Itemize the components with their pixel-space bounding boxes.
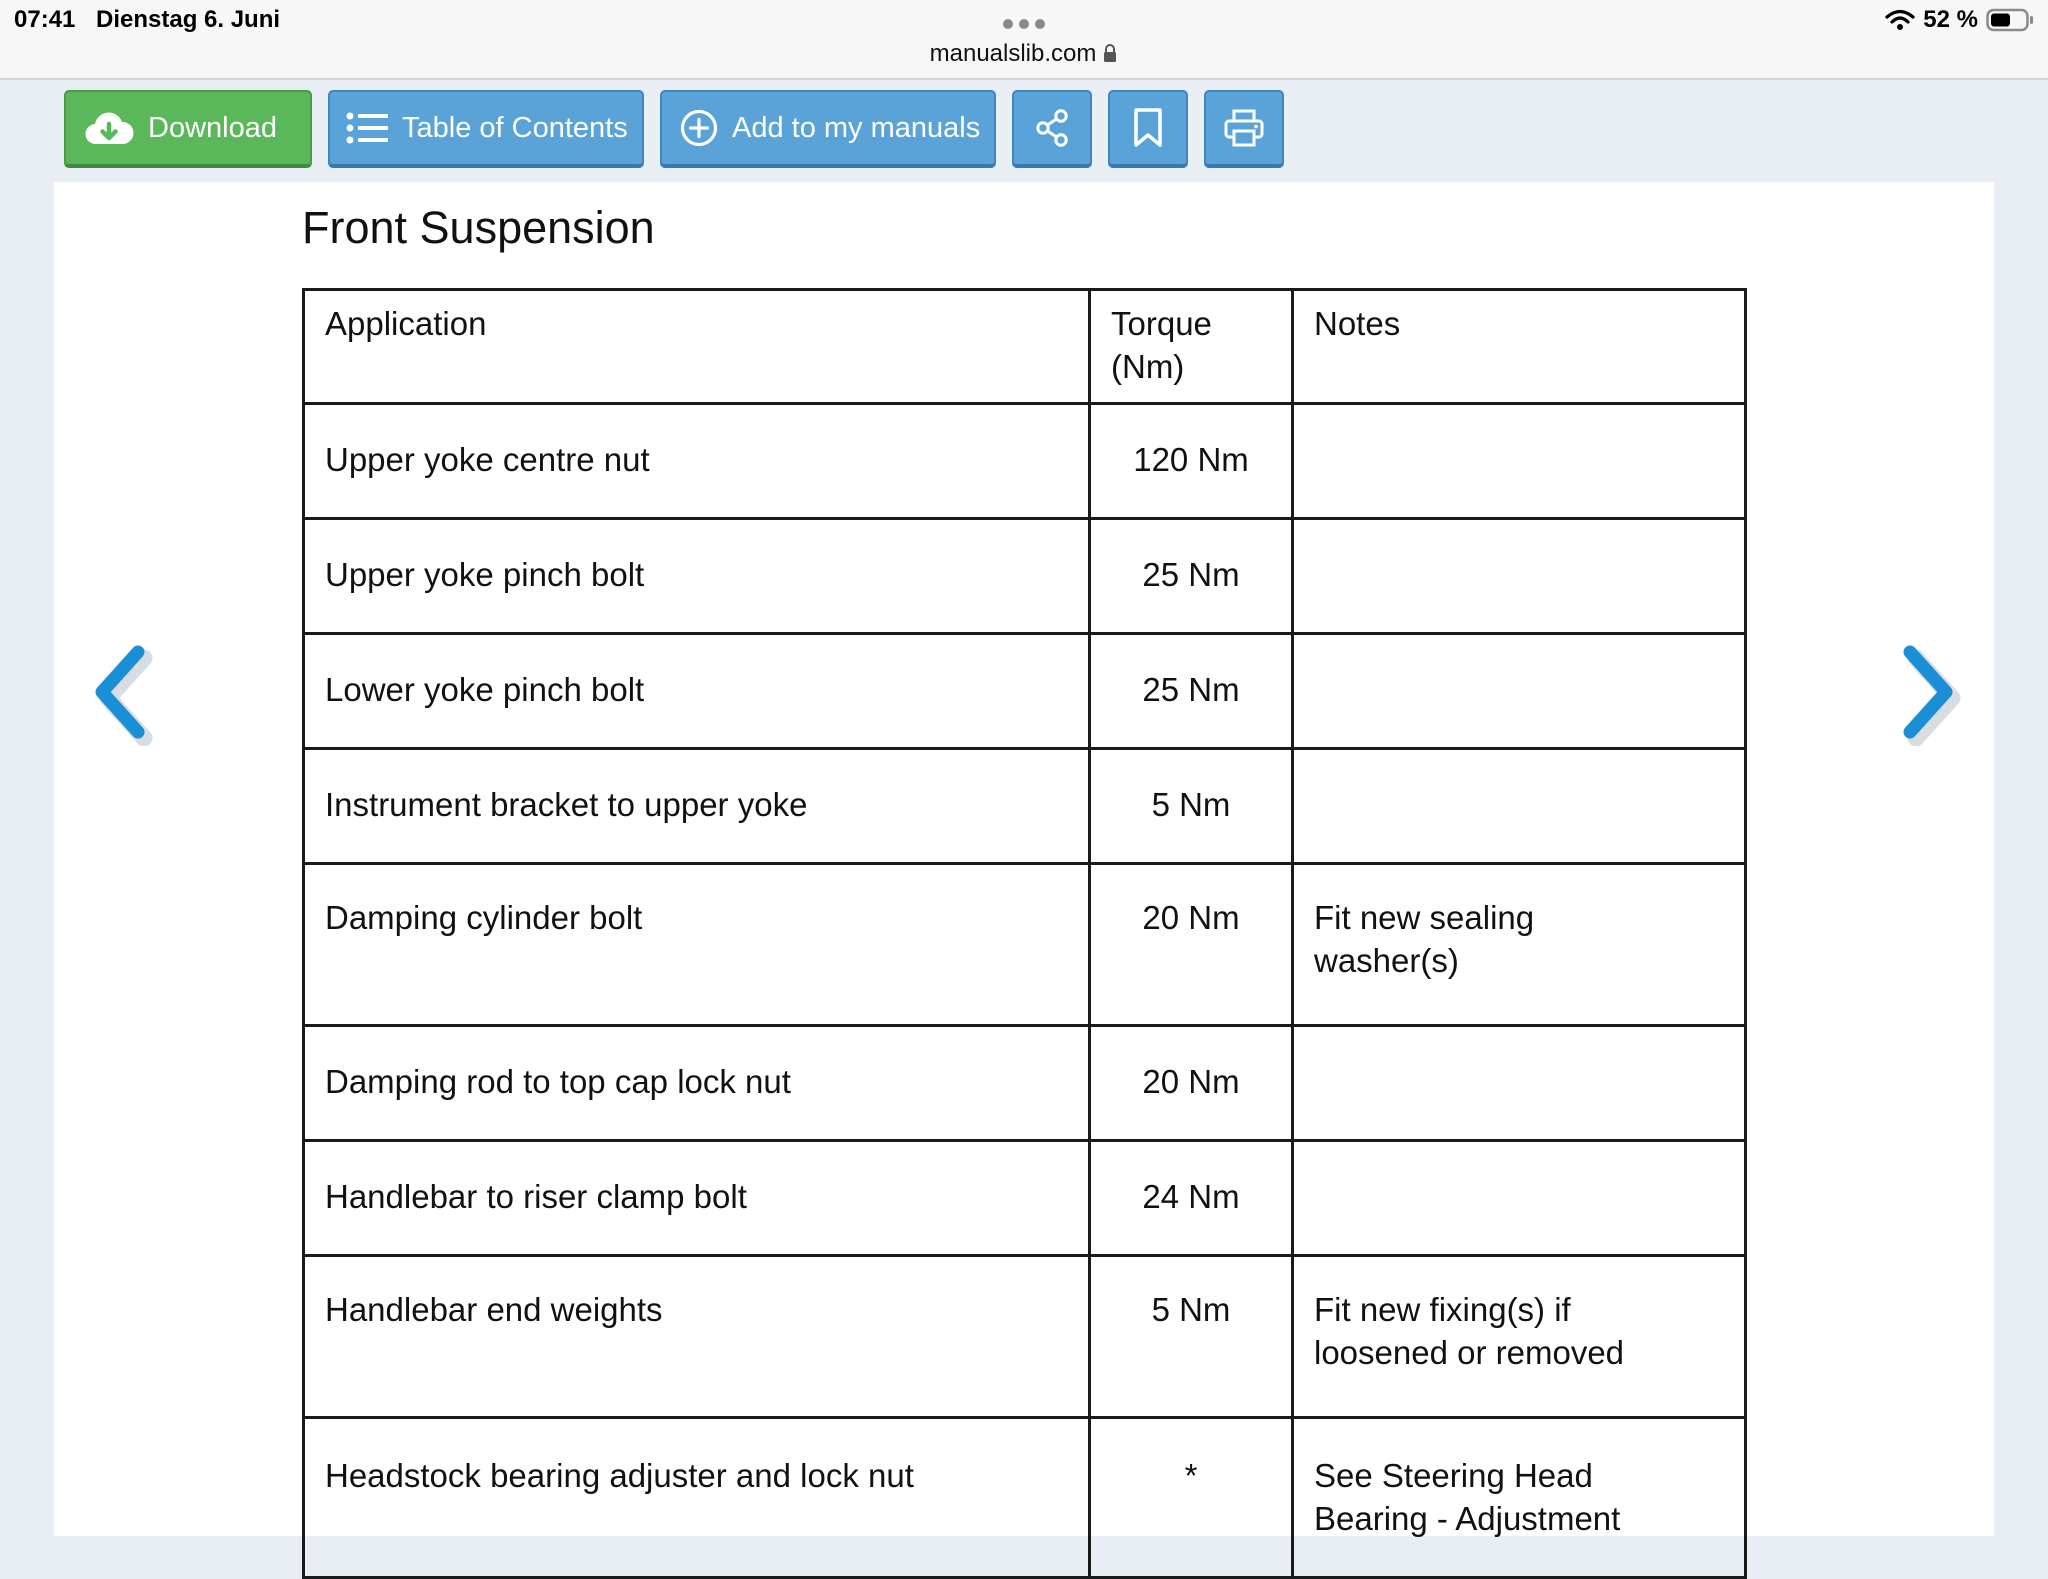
status-bar: [0, 0, 2048, 80]
battery-icon: [1986, 8, 2034, 32]
cell-torque: *: [1090, 1418, 1293, 1578]
cell-notes: [1293, 1418, 1746, 1578]
table-row: [304, 1256, 1746, 1418]
cell-application: Instrument bracket to upper yoke: [304, 749, 1090, 864]
cell-torque: 20 Nm: [1090, 1026, 1293, 1141]
bookmark-icon: [1132, 107, 1164, 149]
note-line: Fit new sealing: [1314, 899, 1535, 936]
cell-notes: [1293, 749, 1746, 864]
note-line: Fit new fixing(s) if: [1314, 1291, 1571, 1328]
battery-percent: 52 %: [1923, 6, 1978, 33]
next-page-arrow-icon[interactable]: [1892, 636, 1972, 746]
plus-circle-icon: [680, 109, 718, 147]
table-row: [304, 864, 1746, 1026]
status-date: Dienstag 6. Juni: [96, 6, 281, 33]
cell-notes: [1293, 519, 1746, 634]
table-row: [304, 749, 1746, 864]
header-torque: [1090, 290, 1293, 404]
toc-label: Table of Contents: [402, 111, 628, 144]
table-of-contents-button[interactable]: [328, 90, 644, 168]
table-header-row: [304, 290, 1746, 404]
bookmark-button[interactable]: [1108, 90, 1188, 168]
cell-torque: 5 Nm: [1090, 749, 1293, 864]
note-line: See Steering Head: [1314, 1457, 1593, 1494]
address-bar[interactable]: [0, 40, 2048, 68]
status-indicators: [1885, 6, 2034, 34]
cell-notes: [1293, 634, 1746, 749]
header-application: Application: [304, 290, 1090, 404]
manual-toolbar: [64, 90, 1284, 172]
cell-torque: 20 Nm: [1090, 864, 1293, 1026]
page-title: Front Suspension: [302, 202, 655, 253]
cell-application: Damping cylinder bolt: [304, 864, 1090, 1026]
url-text: manualslib.com: [929, 40, 1097, 67]
cell-notes: [1293, 1141, 1746, 1256]
table-row: [304, 519, 1746, 634]
cell-application: Damping rod to top cap lock nut: [304, 1026, 1090, 1141]
note-line: washer(s): [1314, 941, 1459, 979]
cell-torque: 25 Nm: [1090, 519, 1293, 634]
previous-page-arrow-icon[interactable]: [76, 636, 156, 746]
table-row: [304, 1141, 1746, 1256]
print-button[interactable]: [1204, 90, 1284, 168]
cell-application: Upper yoke pinch bolt: [304, 519, 1090, 634]
add-label: Add to my manuals: [732, 111, 981, 144]
header-torque-line2: (Nm): [1111, 347, 1185, 385]
note-line: Bearing - Adjustment: [1314, 1499, 1621, 1537]
note-line: loosened or removed: [1314, 1333, 1625, 1371]
more-dots-icon[interactable]: [1000, 14, 1048, 34]
status-time: 07:41: [14, 6, 76, 33]
cell-application: Handlebar to riser clamp bolt: [304, 1141, 1090, 1256]
header-torque-line1: Torque: [1111, 305, 1212, 342]
download-button[interactable]: [64, 90, 312, 168]
cloud-download-icon: [84, 110, 134, 146]
add-to-my-manuals-button[interactable]: [660, 90, 996, 168]
table-row: [304, 1418, 1746, 1578]
share-button[interactable]: [1012, 90, 1092, 168]
printer-icon: [1223, 108, 1265, 148]
list-icon: [346, 112, 388, 144]
table-row: [304, 634, 1746, 749]
table-row: [304, 404, 1746, 519]
cell-torque: 25 Nm: [1090, 634, 1293, 749]
wifi-icon: [1885, 9, 1915, 31]
cell-notes: [1293, 404, 1746, 519]
cell-notes: [1293, 1256, 1746, 1418]
header-notes: Notes: [1293, 290, 1746, 404]
cell-torque: 24 Nm: [1090, 1141, 1293, 1256]
cell-application: Lower yoke pinch bolt: [304, 634, 1090, 749]
cell-application: Headstock bearing adjuster and lock nut: [304, 1418, 1090, 1578]
share-icon: [1032, 108, 1072, 148]
download-label: Download: [148, 111, 277, 144]
cell-torque: 120 Nm: [1090, 404, 1293, 519]
lock-icon: [1102, 44, 1118, 62]
manual-page: [54, 182, 1994, 1536]
cell-application: Upper yoke centre nut: [304, 404, 1090, 519]
cell-notes: [1293, 1026, 1746, 1141]
cell-torque: 5 Nm: [1090, 1256, 1293, 1418]
cell-notes: [1293, 864, 1746, 1026]
table-row: [304, 1026, 1746, 1141]
cell-application: Handlebar end weights: [304, 1256, 1090, 1418]
torque-table: [302, 288, 1747, 1579]
